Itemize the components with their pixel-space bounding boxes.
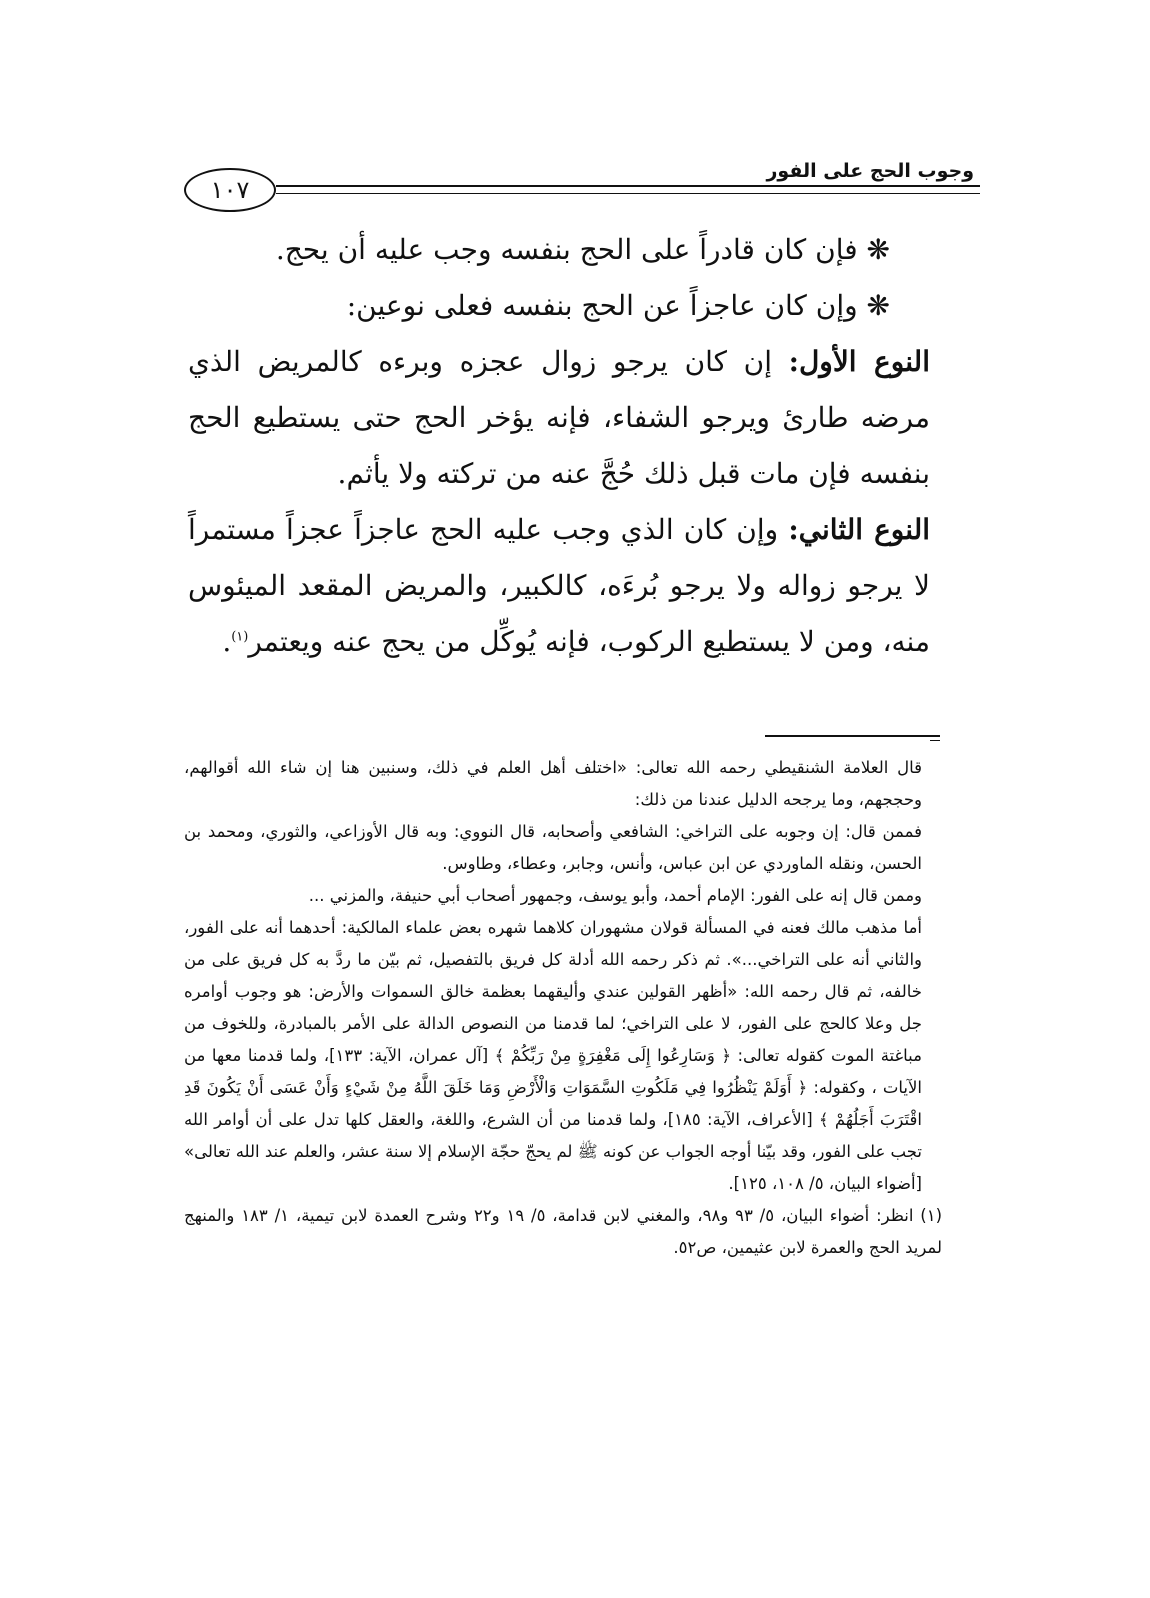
type-2-text: وإن كان الذي وجب عليه الحج عاجزاً عجزاً مستمراً لا يرجو زواله ولا يرجو بُرءَه، كالكبير، والمريض المقعد الميئوس منه، ومن لا يستطيع الركوب، فإنه يُوكِّل من يحج عنه ويعتمر [188,513,930,658]
page-header [180,158,980,218]
quote-paragraph-1: قال العلامة الشنقيطي رحمه الله تعالى: «اختلف أهل العلم في ذلك، وسنبين هنا إن شاء الله أقوالهم، وحججهم، وما يرجحه الدليل عندنا من ذلك: [184,758,922,809]
quote-paragraph-3: وممن قال إنه على الفور: الإمام أحمد، وأبو يوسف، وجمهور أصحاب أبي حنيفة، والمزني ... [308,886,922,905]
main-text [188,222,930,670]
footnote-marker[interactable]: (١) [231,629,249,645]
page-number: ١٠٧ [184,168,276,212]
type-2-paragraph [188,502,930,670]
type-1-paragraph [188,334,930,502]
footnote-1: (١) انظر: أضواء البيان، ٥/ ٩٣ و٩٨، والمغني لابن قدامة، ٥/ ١٩ و٢٢ وشرح العمدة لابن تيمية، ١/ ١٨٣ والمنهج لمريد الحج والعمرة لابن عثيمين، ص٥٢. [184,1206,943,1257]
quote-paragraph-2: فممن قال: إن وجوبه على التراخي: الشافعي وأصحابه، قال النووي: وبه قال الأوزاعي، والثوري، ومحمد بن الحسن، ونقله الماوردي عن ابن عباس، وأنس، وجابر، وعطاء، وطاوس. [184,822,922,873]
bullet-1: ❋ فإن كان قادراً على الحج بنفسه وجب عليه أن يحج. [275,233,890,266]
footnote-separator [765,735,940,737]
bullet-2: ❋ وإن كان عاجزاً عن الحج بنفسه فعلى نوعين: [346,289,890,322]
quote-paragraph-4: أما مذهب مالك فعنه في المسألة قولان مشهوران كلاهما شهره بعض علماء المالكية: أحدهما أنه على الفور، والثاني أنه على التراخي...». ثم ذكر رحمه الله أدلة كل فريق بالتفصيل، ثم بيّن ما ردَّ به كل فريق على من خالفه، ثم قال رحمه الله: «أظهر القولين عندي وأليقهما بعظمة خالق السموات والأرض: هو وجوب أوامره جل وعلا كالحج على الفور، لا على التراخي؛ لما قدمنا من النصوص الدالة على الأمر بالمبادرة، وللخوف من مباغتة الموت كقوله تعالى: ﴿ وَسَارِعُوا إِلَى مَغْفِرَةٍ مِنْ رَبِّكُمْ ﴾ [آل عمران، الآية: ١٣٣]، ولما قدمنا معها من الآيات ، وكقوله: ﴿ أَوَلَمْ يَنْظُرُوا فِي مَلَكُوتِ السَّمَوَاتِ وَالْأَرْضِ وَمَا خَلَقَ اللَّهُ مِنْ شَيْءٍ وَأَنْ عَسَى أَنْ يَكُونَ قَدِ اقْتَرَبَ أَجَلُهُمْ ﴾ [الأعراف، الآية: ١٨٥]، ولما قدمنا من أن الشرع، واللغة، والعقل كلها تدل على أن أوامر الله تجب على الفور، وقد بيّنا أوجه الجواب عن كونه ﷺ لم يحجّ حجّة الإسلام إلا سنة عشر، والعلم عند الله تعالى» [أضواء البيان، ٥/ ١٠٨، ١٢٥]. [184,918,922,1193]
type-2-end: . [222,625,232,658]
running-title: وجوب الحج على الفور [760,160,974,182]
footnotes [184,752,943,1264]
footnote-separator-tick [930,740,940,741]
type-1-text: إن كان يرجو زوال عجزه وبرءه كالمريض الذي مرضه طارئ ويرجو الشفاء، فإنه يؤخر الحج حتى يستطيع الحج بنفسه فإن مات قبل ذلك حُجَّ عنه من تركته ولا يأثم. [188,345,930,490]
type-2-label: النوع الثاني: [788,513,931,546]
header-rule [276,185,980,194]
type-1-label: النوع الأول: [788,345,930,378]
